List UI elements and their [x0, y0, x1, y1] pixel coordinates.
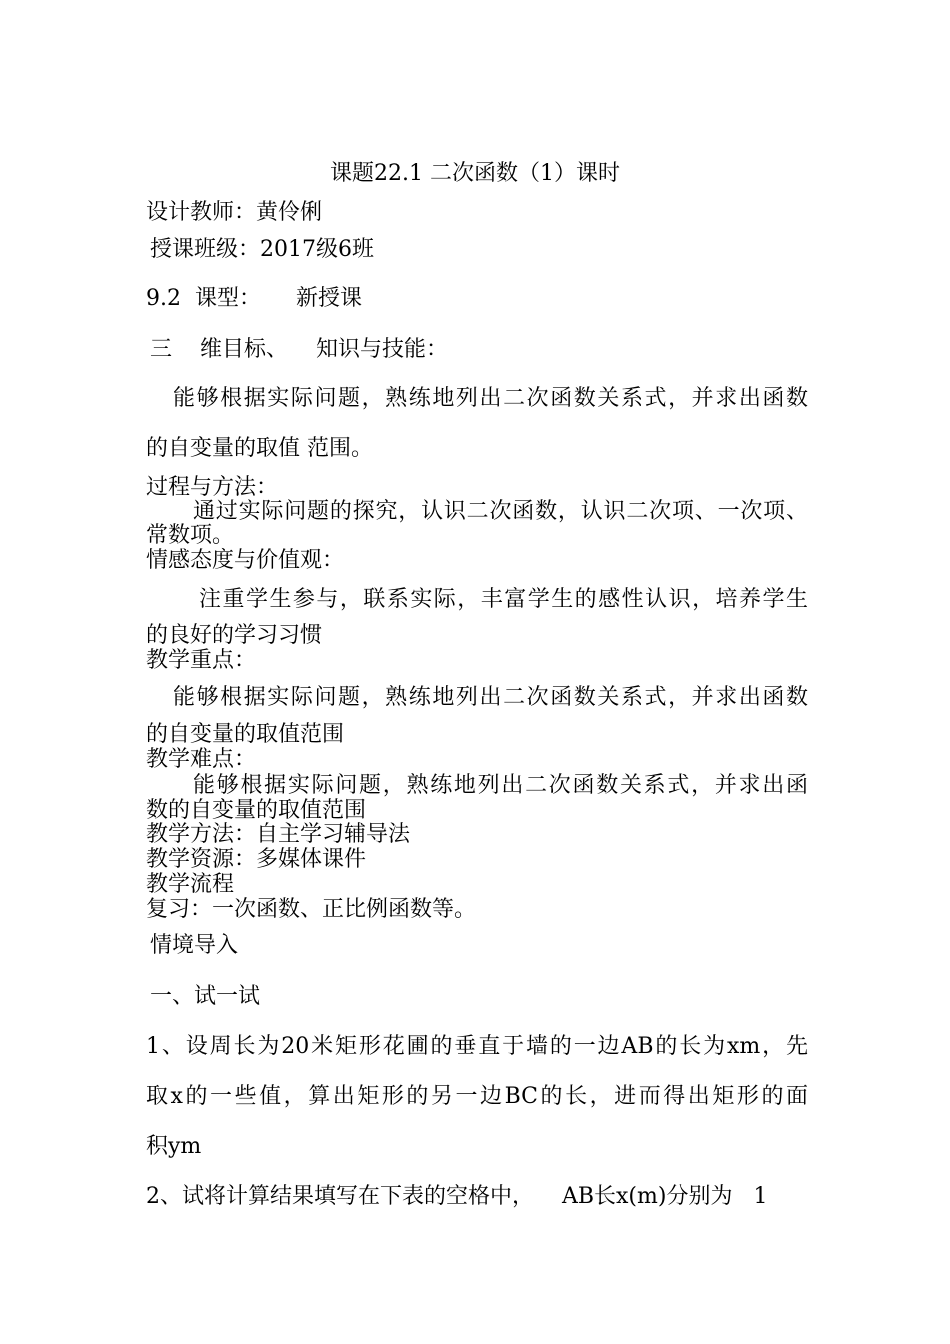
attitude-heading: 情感态度与价值观：: [146, 548, 345, 573]
difficulty-line-1: 能够根据实际问题，熟练地列出二次函数关系式，并求出函: [193, 773, 808, 798]
teaching-flow: 教学流程: [146, 872, 235, 897]
lesson-title: 课题22.1 二次函数（1）课时: [330, 161, 620, 186]
class-info: 授课班级：2017级6班: [150, 237, 374, 262]
question-1-line-3: 积ym: [146, 1134, 202, 1159]
skills-line-2: 的自变量的取值 范围。: [146, 436, 373, 461]
try-heading: 一、试一试: [150, 984, 261, 1009]
question-2-line-1: 2、试将计算结果填写在下表的空格中， AB长x(m)分别为 1: [146, 1184, 768, 1209]
process-line-1: 通过实际问题的探究，认识二次函数，认识二次项、一次项、: [193, 499, 808, 524]
designer-teacher: 设计教师：黄伶俐: [146, 200, 323, 225]
attitude-line-2: 的良好的学习习惯: [146, 623, 323, 648]
key-points-line-2: 的自变量的取值范围: [146, 722, 345, 747]
process-line-2: 常数项。: [146, 523, 235, 548]
attitude-line-1: 注重学生参与，联系实际，丰富学生的感性认识，培养学生: [199, 587, 808, 612]
question-1-line-2: 取x的一些值，算出矩形的另一边BC的长，进而得出矩形的面: [146, 1084, 808, 1109]
key-points-line-1: 能够根据实际问题，熟练地列出二次函数关系式，并求出函数: [173, 685, 808, 710]
review-line: 复习：一次函数、正比例函数等。: [146, 897, 477, 922]
difficulty-line-2: 数的自变量的取值范围: [146, 798, 367, 823]
scenario-intro: 情境导入: [150, 933, 239, 958]
lesson-type: 9.2 课型： 新授课: [146, 286, 362, 311]
difficulty-heading: 教学难点：: [146, 747, 257, 772]
teaching-resources: 教学资源：多媒体课件: [146, 847, 367, 872]
process-heading: 过程与方法：: [146, 475, 279, 500]
key-points-heading: 教学重点：: [146, 648, 257, 673]
skills-line-1: 能够根据实际问题，熟练地列出二次函数关系式，并求出函数: [173, 386, 808, 411]
question-1-line-1: 1、设周长为20米矩形花圃的垂直于墙的一边AB的长为xm，先: [146, 1034, 808, 1059]
goals-heading: 三 维目标、 知识与技能：: [150, 337, 448, 362]
teaching-method: 教学方法：自主学习辅导法: [146, 822, 411, 847]
